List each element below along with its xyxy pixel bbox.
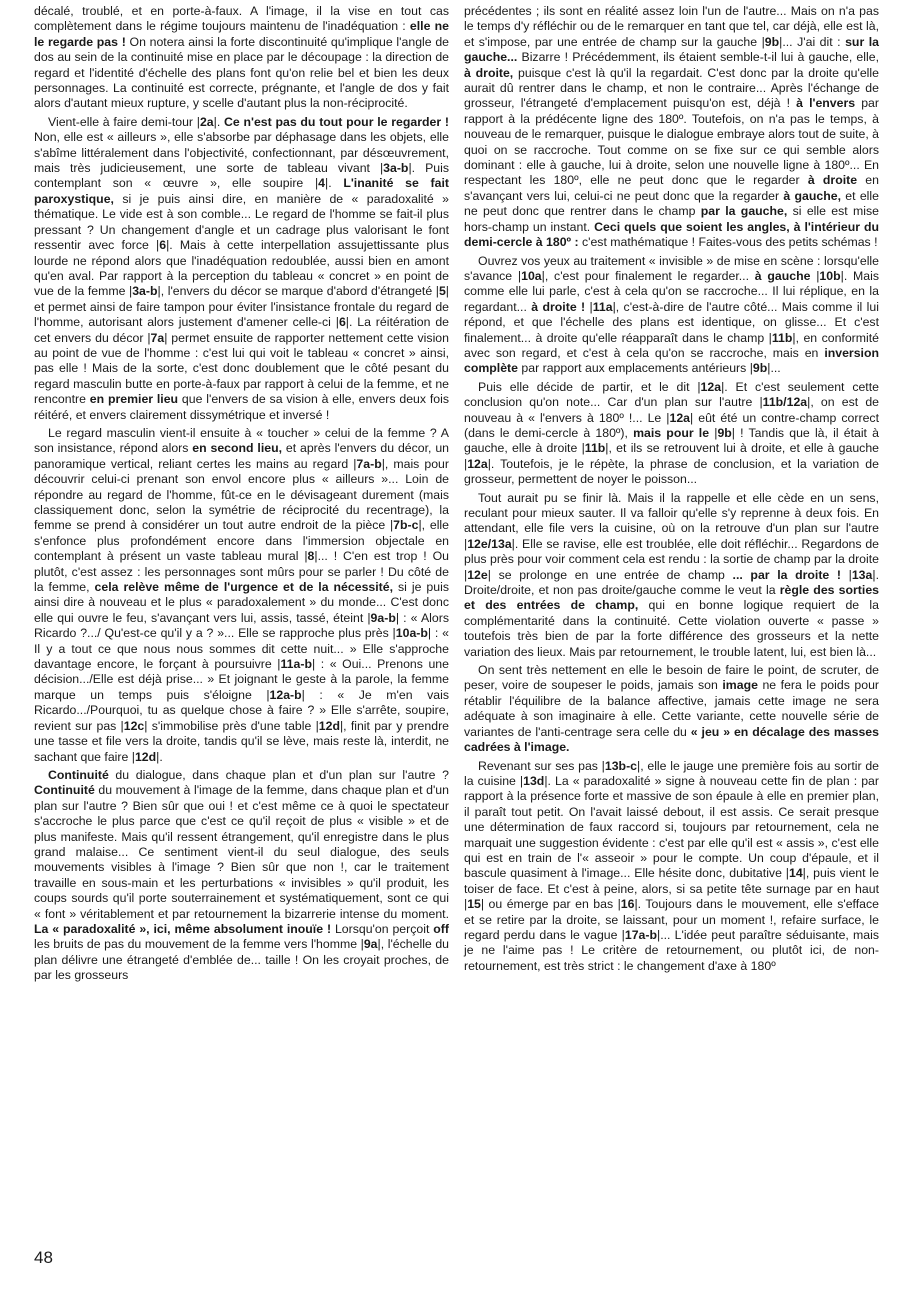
paragraph: précédentes ; ils sont en réalité assez loin l'un de l'autre... Mais on n'a pas le temps d'y réfléchir ou de le remarquer en tant que tel, car déjà, elle est là, et s'impose, par une entrée de champ sur la gauche |9b|... J'ai dit : sur la gauche... Bizarre ! Précédemment, ils étaient semble-t-il lui à gauche, elle, à droite, puisque c'est là qu'il la regardait. C'est donc par la droite qu'elle aurait dû rentrer dans le champ, et non le contraire... Après l'échange de grosseur, l'étrangeté d'emplacement puisqu'on est, déjà ! à l'envers par rapport à la prédécente ligne des 180º. Toutefois, on n'a pas le temps, à nouveau de le remarquer, puisque le dialogue embraye alors tout de suite, à quoi on se raccroche. Tout comme on se fixe sur ce qui semble alors dominant : elle à gauche, lui à droite, selon une nouvelle ligne à 180º... En respectant les 180º, elle ne peut donc que le regarder à droite en s'avançant vers lui, celui-ci ne peut donc que la regarder à gauche, et elle ne peut donc que rentrer dans le champ par la gauche, si elle est mise hors-champ un instant. Ceci quels que soient les angles, à l'intérieur du demi-cercle à 180º : c'est mathématique ! Faites-vous des petits schémas ! [464,4,879,250]
left-text-column [34,4,449,984]
paragraph: Puis elle décide de partir, et le dit |12a|. Et c'est seulement cette conclusion qu'on note... Car d'un plan sur l'autre |11b/12a|, on est de nouveau à « l'envers à 180º !... Le |12a| eût été un contre-champ correct (dans le demi-cercle à 180º), mais pour le |9b| ! Tandis que là, il était à gauche, elle à droite |11b|, et ils se retrouvent lui à droite, et elle à gauche |12a|. Toutefois, je le répète, la phrase de conclusion, et la variation de grosseur, permettent de noyer le poisson... [464,379,880,487]
paragraph: Ouvrez vos yeux au traitement « invisible » de mise en scène : lorsqu'elle s'avance |10a|, c'est pour finalement le regarder... à gauche |10b|. Mais comme elle lui parle, c'est à cela qu'on se raccroche... Il lui réplique, en la regardant... à droite ! |11a|, c'est-à-dire de l'autre côté... Mais comme il lui répond, et que l'échelle des plans est identique, on glisse... Et c'est finalement... à droite qu'elle réapparaît dans le champ |11b|, en conformité avec son regard, et c'est à cela qu'on se raccroche, mais en inversion complète par rapport aux emplacements antérieurs |9b|... [464,253,879,376]
paragraph: Vient-elle à faire demi-tour |2a|. Ce n'est pas du tout pour le regarder ! Non, elle est « ailleurs », elle s'absorbe par déphasage dans les objets, elle s'abîme littéralement dans l'objectivité, confectionnant, par désœuvrement, mais très judicieusement, une sorte de tableau vivant |3a-b|. Puis contemplant son « œuvre », elle soupire |4|. L'inanité se fait paroxystique, si je puis ainsi dire, en manière de « paradoxalité » thématique. Le vide est à son comble... Le regard de l'homme se fait-il plus pressant ? Un changement d'angle et un cadrage plus valorisant le font ressentir avec force |6|. Mais à cette interpellation assujettissante plus lourde ne répond alors que l'inadéquation redoublée, aussi bien en amont qu'en aval. Par rapport à la perception du tableau « concret » en point de vue de la femme |3a-b|, l'envers du décor se marque d'abord d'étrangeté |5| et permet ainsi de faire tampon pour éviter l'insistance frontale du regard de l'homme, autorisant alors justement d'amener celle-ci |6|. La réitération de cet envers du décor |7a| permet ensuite de rapporter nettement cette vision au point de vue de l'homme : c'est lui qui voit le tableau « concret » ainsi, pas elle ! Mais de la sorte, c'est donc doublement que le côté pesant du regard masculin butte en porte-à-faux par rapport à celui de la femme, et ne rencontre en premier lieu que l'envers de sa vision à elle, envers deux fois réitéré, et envers clairement dissymétrique et inversé ! [34,114,449,422]
page-number: 48 [34,1248,53,1267]
right-text-column [464,4,879,974]
paragraph: Continuité du dialogue, dans chaque plan et d'un plan sur l'autre ? Continuité du mouvement à l'image de la femme, dans chaque plan et d'un plan sur l'autre ? Bien sûr que oui ! et c'est même ce à quoi le spectateur s'accroche le plus parce que c'est ce qu'il reçoit de plus « visible » et de plus manifeste. Mais qu'il ressent étrangement, qu'il enregistre dans le plus grand malaise... Ce sentiment vient-il du seul dialogue, des seuls mouvements visibles à l'image ? Bien sûr que non !, car le traitement travaille en sous-main et les perturbations « invisibles » qu'il produit, les coups sourds qu'il porte souterrainement et systématiquement, sont ce qui « font » véritablement et par retournement la bizarrerie intense du moment. La « paradoxalité », ici, même absolument inouïe ! Lorsqu'on perçoit off les bruits de pas du mouvement de la femme vers l'homme |9a|, l'échelle du plan délivre une étrangeté d'emblée de... taille ! On les croyait proches, de par les grosseurs [34,767,450,983]
paragraph: Tout aurait pu se finir là. Mais il la rappelle et elle cède en un sens, reculant pour mieux sauter. Il va falloir qu'elle s'y reprenne à deux fois. En attendant, elle file vers la cuisine, où on la retrouve d'un plan sur l'autre |12e/13a|. Elle se ravise, elle est troublée, elle doit réfléchir... Regardons de plus près pour voir comment cela est rendu : la sortie de champ par la droite |12e| se prolonge en une entrée de champ ... par la droite ! |13a|. Droite/droite, et non pas droite/gauche comme le veut la règle des sorties et des entrées de champ, qui en bonne logique requiert de la complémentarité dans la continuité. Cette violation ouverte « passe » toutefois très bien de par la forte différence des grosseurs et la nette variation des lieux. Mais par retournement, le trouble latent, lui, est bien là... [464,490,879,659]
paragraph: On sent très nettement en elle le besoin de faire le point, de scruter, de peser, voire de soupeser le poids, jamais son image ne fera le poids pour rétablir l'équilibre de la balance affective, jamais cette image ne sera adéquate à son imaginaire à elle. Cette variante, cette nouvelle série de variantes de l'anti-centrage sera celle du « jeu » en décalage des masses cadrées à l'image. [464,663,879,755]
paragraph: décalé, troublé, et en porte-à-faux. A l'image, il la vise en tout cas complètement dans le régime toujours maintenu de l'inadéquation : elle ne le regarde pas ! On notera ainsi la forte discontinuité qu'implique l'angle de dos au sein de la continuité mise en place par le découpage : la direction de regard et l'identité d'échelle des plans font qu'on relie bel et bien les deux personnages. La continuité est correcte, prégnante, et l'angle de dos y fait alors d'autant mieux rupture, y scelle d'autant plus la non-réciprocité. [34,4,449,111]
paragraph: Revenant sur ses pas |13b-c|, elle le jauge une première fois au sortir de la cuisine |13d|. La « paradoxalité » signe à nouveau cette fin de plan : par rapport à la présence forte et massive de son épaule à elle en premier plan, il paraît tout petit. On l'avait laissé debout, il est assis. Ce serait presque une détermination de faux raccord si, toujours par retournement, cela ne marquait une suggestion évidente : c'est par elle qu'il est « assis », c'est elle qui est en train de l'« asseoir » pour le compte. Un coup d'épaule, et il bascule quasiment à l'image... Elle hésite donc, dubitative |14|, puis vient le toiser de face. Et c'est à peine, alors, si sa petite tête surnage par en haut |15| ou émerge par en bas |16|. Toujours dans le mouvement, elle s'efface et se retire par la droite, se laissant, pour un moment !, refaire surface, le regard perdu dans le vague |17a-b|... L'idée peut paraître séduisante, mais je ne l'aime pas ! Le critère de retournement, ou plutôt ici, de non-retournement, est très strict : le changement d'axe à 180º [464,758,880,973]
paragraph: Le regard masculin vient-il ensuite à « toucher » celui de la femme ? A son insistance, répond alors en second lieu, et après l'envers du décor, un panoramique vertical, reliant certes les mains au regard |7a-b|, mais pour découvrir celui-ci prenant son envol encore plus « ailleurs »... Loin de répondre au regard de l'homme, fût-ce en le dévisageant durement (mais classiquement donc, selon la symétrie de réciprocité du recentrage), la femme se prend à considérer un tout autre endroit de la pièce |7b-c|, elle s'enfonce plus profondément encore dans l'immersion objectale en contemplant à présent un vaste tableau mural |8|... ! C'en est trop ! Ou plutôt, c'est assez : les personnages sont mûrs pour se parler ! Du côté de la femme, cela relève même de l'urgence et de la nécessité, si je puis ainsi dire à nouveau et le plus « paradoxalement » du monde... C'est donc elle qui ouvre le feu, s'avançant vers lui, assis, tassé, éteint |9a-b| : « Alors Ricardo ?.../ Qu'est-ce qu'il y a ? »... Elle se rapproche plus près |10a-b| : « Il y a tout ce que nous nous sommes dit cette nuit... » Elle s'approche davantage encore, le forçant à poursuivre |11a-b| : « Oui... Prenons une décision.../Elle est déjà prise... » Et joignant le geste à la parole, la femme marque un temps puis s'éloigne |12a-b| : « Je m'en vais Ricardo.../Pourquoi, tu as quelque chose à faire ? » Elle s'arrête, soupire, revient sur pas |12c| s'immobilise près d'une table |12d|, finit par y prendre une tasse et file vers la droite, tandis qu'il se lève, mais reste là, interdit, ne sachant que faire |12d|. [34,425,449,764]
